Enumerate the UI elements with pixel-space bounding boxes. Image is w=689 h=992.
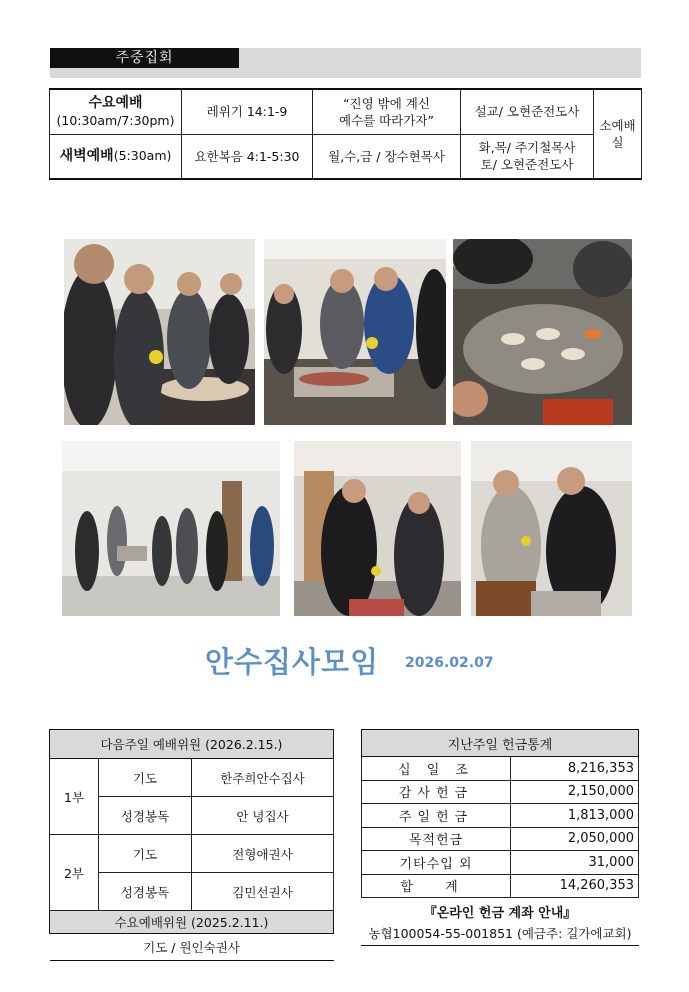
role-cell: 기도 — [99, 835, 192, 873]
event-photo-5 — [294, 441, 461, 616]
person-cell: 한주희안수집사 — [192, 759, 334, 797]
offering-value: 2,050,000 — [511, 827, 639, 851]
offering-label: 감사헌금 — [362, 780, 511, 804]
table-caption: 다음주일 예배위원 (2026.2.15.) — [50, 730, 334, 759]
offering-value: 1,813,000 — [511, 804, 639, 828]
sermon-title-line: 예수를 따라가자” — [339, 112, 434, 128]
table-row — [50, 134, 642, 179]
table-row — [50, 89, 642, 134]
table-row — [362, 827, 639, 851]
offering-label: 십 일 조 — [362, 757, 511, 781]
wed-caption: 수요예배위원 (2025.2.11.) — [50, 911, 334, 934]
scripture-cell: 레위기 14:1-9 — [182, 89, 313, 134]
scripture-cell: 요한복음 4:1-5:30 — [182, 134, 313, 179]
table-row — [50, 759, 334, 797]
offering-label: 목적헌금 — [362, 827, 511, 851]
person-cell: 안 녕집사 — [192, 797, 334, 835]
preacher-line: 토/ 오현준전도사 — [480, 157, 574, 173]
offering-value: 14,260,353 — [511, 874, 639, 898]
table-caption: 지난주일 헌금통계 — [362, 730, 639, 757]
event-photo-2 — [264, 239, 446, 425]
offering-table — [361, 729, 639, 898]
role-cell: 기도 — [99, 759, 192, 797]
person-cell: 전형애권사 — [192, 835, 334, 873]
online-offering-title: 『온라인 헌금 계좌 안내』 — [423, 906, 577, 921]
offering-label: 합 계 — [362, 874, 511, 898]
service-time: (5:30am) — [113, 148, 172, 164]
service-name-cell — [50, 134, 182, 179]
sermon-title-line: “진영 밖에 계신 — [343, 95, 430, 111]
wed-detail: 기도 / 원인숙권사 — [50, 934, 334, 961]
event-date: 2026.02.07 — [405, 655, 494, 671]
service-time: (10:30am/7:30pm) — [56, 112, 175, 128]
offering-value: 8,216,353 — [511, 757, 639, 781]
preacher-line: 화,목/ 주기철목사 — [478, 140, 576, 156]
table-row — [362, 780, 639, 804]
part-label: 2부 — [50, 835, 99, 911]
days-cell: 월,수,금 / 장수현목사 — [313, 134, 461, 179]
part-label: 1부 — [50, 759, 99, 835]
offering-value: 31,000 — [511, 851, 639, 875]
event-photo-3 — [453, 239, 632, 425]
service-name: 수요예배 — [88, 94, 143, 111]
role-cell: 성경봉독 — [99, 873, 192, 911]
weekly-schedule-table — [49, 88, 642, 180]
table-row — [50, 835, 334, 873]
sermon-title-cell — [313, 89, 461, 134]
event-title: 안수집사모임 — [205, 645, 380, 679]
offering-label: 기타수입 외 — [362, 851, 511, 875]
table-row — [362, 874, 639, 898]
worship-volunteers-table — [49, 729, 334, 961]
offering-label: 주일헌금 — [362, 804, 511, 828]
event-photo-1 — [64, 239, 255, 425]
event-photo-4 — [62, 441, 280, 616]
role-cell: 성경봉독 — [99, 797, 192, 835]
service-name-cell — [50, 89, 182, 134]
table-row — [362, 757, 639, 781]
service-name: 새벽예배 — [59, 148, 114, 165]
table-row — [362, 851, 639, 875]
preacher-cell: 설교/ 오현준전도사 — [461, 89, 594, 134]
event-photo-6 — [471, 441, 632, 616]
table-row — [362, 804, 639, 828]
place-cell: 소예배실 — [594, 89, 642, 179]
offering-value: 2,150,000 — [511, 780, 639, 804]
person-cell: 김민선권사 — [192, 873, 334, 911]
preacher-cell — [461, 134, 594, 179]
online-offering-account: 농협100054-55-001851 (예금주: 길가에교회) — [361, 924, 639, 946]
section-title: 주중집회 — [50, 48, 239, 68]
